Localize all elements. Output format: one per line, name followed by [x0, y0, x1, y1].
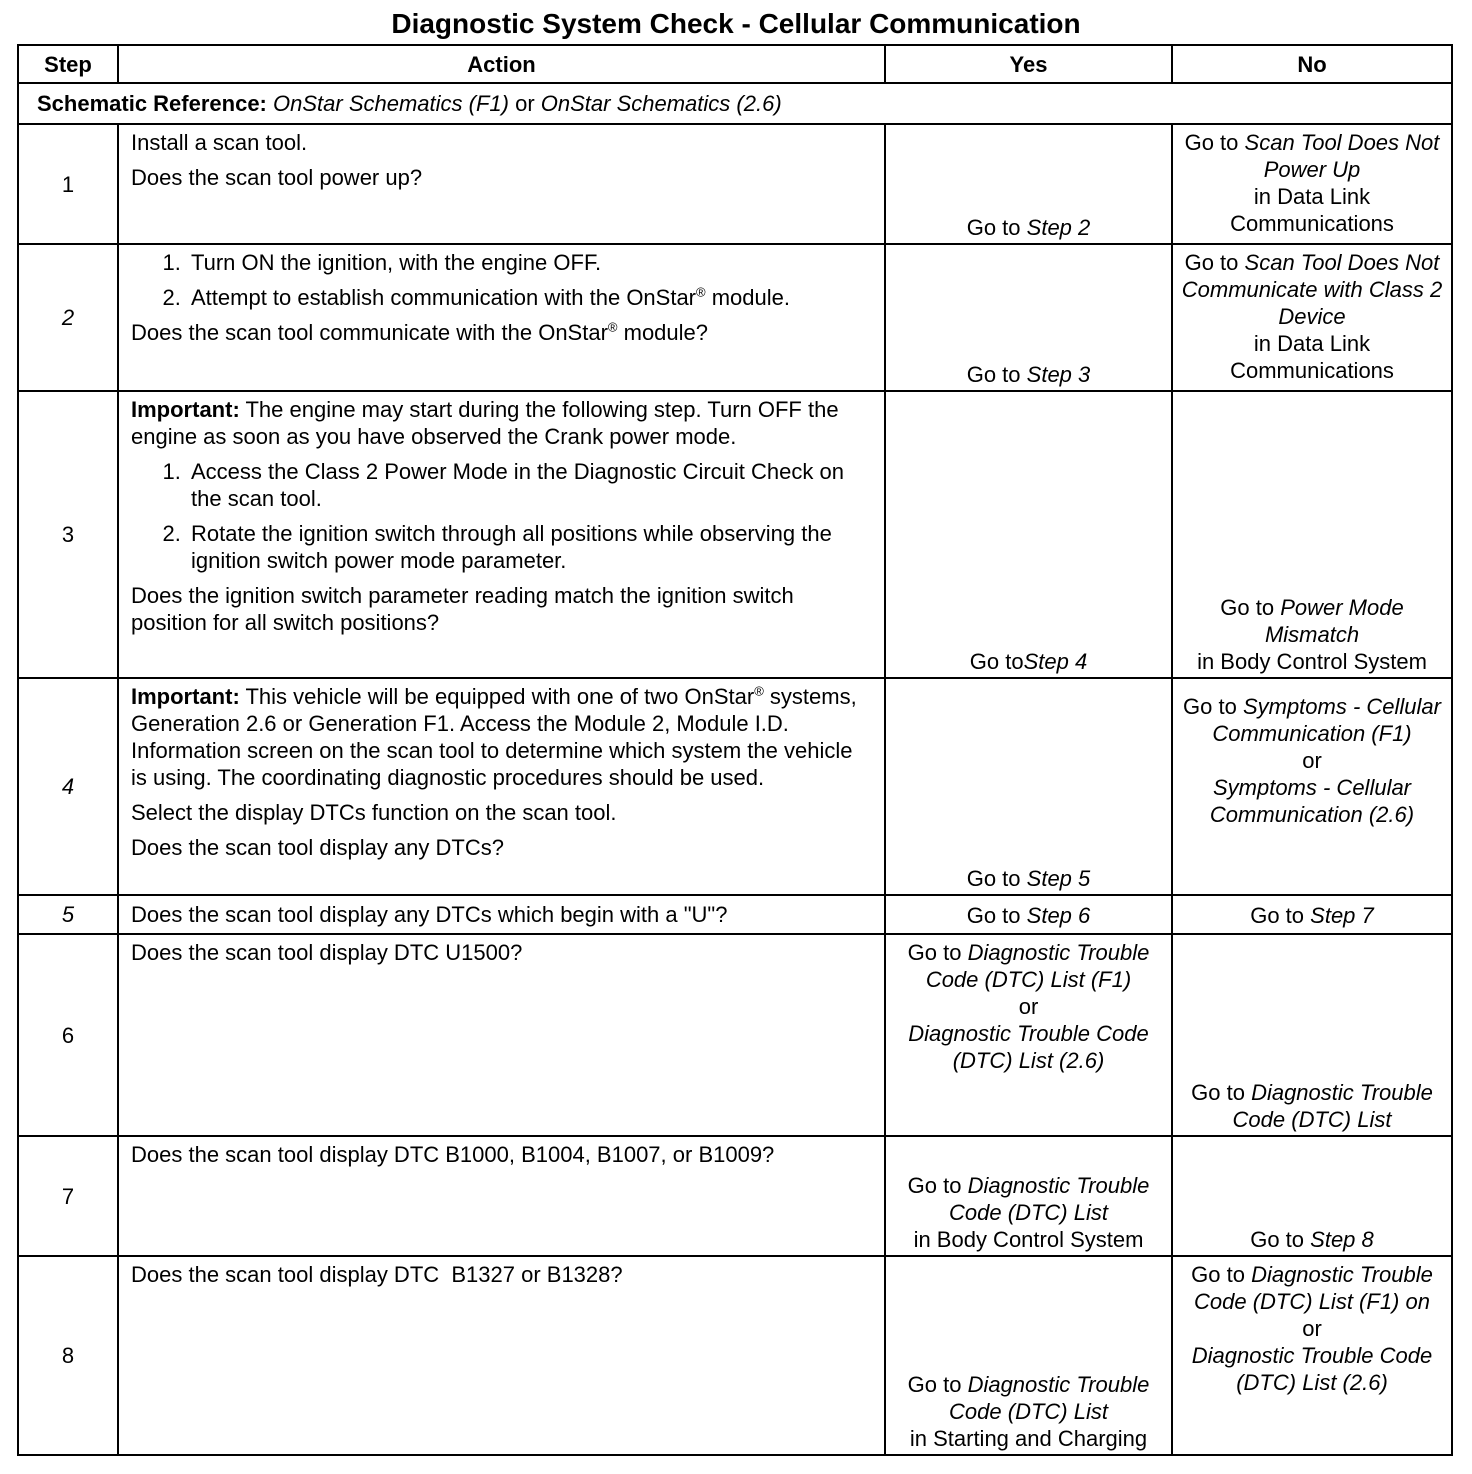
- registered-mark: ®: [696, 284, 706, 300]
- action-question: Does the scan tool display DTC B1000, B1004, B1007, or B1009?: [131, 1142, 775, 1167]
- schematic-reference-row: [18, 83, 1452, 124]
- no-link-26[interactable]: Diagnostic Trouble Code (DTC) List (2.6): [1191, 1343, 1433, 1395]
- header-row: [18, 45, 1452, 83]
- no-link-f1[interactable]: Diagnostic Trouble Code (DTC) List (F1) on: [1194, 1262, 1433, 1314]
- no-link[interactable]: Scan Tool Does Not Communicate with Class 2 Device: [1181, 250, 1443, 329]
- yes-prefix: Go to: [907, 1372, 962, 1397]
- step-number: 3: [18, 391, 118, 678]
- yes-link-26[interactable]: Diagnostic Trouble Code (DTC) List (2.6): [908, 1021, 1149, 1073]
- table-row: [18, 1256, 1452, 1455]
- header-action: Action: [118, 45, 885, 83]
- action-question: Does the scan tool display any DTCs?: [131, 835, 504, 860]
- step-number: 4: [18, 678, 118, 895]
- page-title: Diagnostic System Check - Cellular Communication: [391, 8, 1081, 39]
- no-prefix: Go to: [1191, 1080, 1245, 1105]
- q-text-end: module?: [623, 320, 709, 345]
- no-cell: [1172, 244, 1452, 391]
- header-step: Step: [18, 45, 118, 83]
- yes-prefix: Go to: [966, 866, 1021, 891]
- step-number: 2: [18, 244, 118, 391]
- yes-link[interactable]: Step 5: [1026, 866, 1091, 891]
- schematic-or: or: [515, 91, 535, 116]
- yes-or: or: [1018, 994, 1039, 1019]
- no-suffix: in Data Link Communications: [1230, 184, 1394, 236]
- no-suffix: in Body Control System: [1197, 649, 1427, 674]
- yes-cell: [885, 934, 1172, 1136]
- diagnostic-table: [17, 44, 1453, 1456]
- yes-link[interactable]: Step 3: [1026, 362, 1091, 387]
- no-link-f1[interactable]: Symptoms - Cellular Communication (F1): [1212, 694, 1441, 746]
- no-cell: [1172, 1136, 1452, 1256]
- no-cell: [1172, 895, 1452, 934]
- step-number: 8: [18, 1256, 118, 1455]
- no-prefix: Go to: [1191, 1262, 1245, 1287]
- no-prefix: Go to: [1183, 694, 1237, 719]
- important-text-end: systems, Generation 2.6 or Generation F1. Access the Module 2, Module I.D. Information screen on the scan tool to determine which system the vehicle is using. The coordinating diagnostic procedures should be used.: [131, 684, 857, 790]
- action-question: Does the scan tool display DTC U1500?: [131, 940, 523, 965]
- registered-mark: ®: [607, 319, 618, 335]
- yes-cell: [885, 678, 1172, 895]
- yes-link[interactable]: Diagnostic Trouble Code (DTC) List: [949, 1372, 1150, 1424]
- table-row: [18, 1136, 1452, 1256]
- table-row: [18, 678, 1452, 895]
- important-label: Important:: [131, 397, 240, 422]
- yes-suffix: in Body Control System: [913, 1227, 1144, 1252]
- yes-link-f1[interactable]: Diagnostic Trouble Code (DTC) List (F1): [925, 940, 1150, 992]
- important-note: [131, 683, 874, 791]
- no-link[interactable]: Diagnostic Trouble Code (DTC) List: [1232, 1080, 1433, 1132]
- action-question: Does the scan tool display DTC B1327 or B1328?: [131, 1262, 623, 1287]
- yes-suffix: in Starting and Charging: [909, 1426, 1148, 1451]
- no-prefix: Go to: [1220, 595, 1275, 620]
- no-link[interactable]: Step 8: [1310, 1227, 1374, 1252]
- action-cell: [118, 1256, 885, 1455]
- no-prefix: Go to: [1184, 130, 1239, 155]
- q-text: Does the scan tool communicate with the OnStar: [131, 320, 608, 345]
- no-cell: [1172, 678, 1452, 895]
- schematic-link-26[interactable]: OnStar Schematics (2.6): [540, 91, 782, 116]
- action-question: Does the scan tool display any DTCs which begin with a "U"?: [131, 902, 728, 927]
- action-list: [131, 249, 874, 311]
- yes-link[interactable]: Diagnostic Trouble Code (DTC) List: [949, 1173, 1150, 1225]
- yes-prefix: Go to: [966, 215, 1021, 240]
- yes-cell: [885, 391, 1172, 678]
- step-number: 6: [18, 934, 118, 1136]
- important-label: Important:: [131, 684, 240, 709]
- no-cell: [1172, 934, 1452, 1136]
- step-number: 5: [18, 895, 118, 934]
- yes-prefix: Go to: [907, 940, 962, 965]
- table-row: [18, 391, 1452, 678]
- important-text: This vehicle will be equipped with one of two OnStar: [245, 684, 755, 709]
- action-cell: [118, 244, 885, 391]
- yes-prefix: Go to: [966, 362, 1021, 387]
- no-cell: [1172, 391, 1452, 678]
- schematic-reference-label: Schematic Reference:: [37, 91, 267, 116]
- schematic-link-f1[interactable]: OnStar Schematics (F1): [273, 91, 509, 116]
- schematic-reference: [18, 83, 1452, 124]
- action-list: [131, 458, 874, 574]
- yes-prefix: Go to: [907, 1173, 962, 1198]
- action-question: Does the scan tool power up?: [131, 165, 423, 190]
- table-row: [18, 244, 1452, 391]
- action-cell: [118, 391, 885, 678]
- no-or: or: [1302, 748, 1322, 773]
- table-row: [18, 124, 1452, 244]
- no-or: or: [1302, 1316, 1322, 1341]
- action-cell: [118, 124, 885, 244]
- yes-link[interactable]: Step 6: [1026, 903, 1091, 928]
- step-number: 7: [18, 1136, 118, 1256]
- action-cell: [118, 895, 885, 934]
- action-text: Select the display DTCs function on the scan tool.: [131, 800, 617, 825]
- important-text: The engine may start during the following step. Turn OFF the engine as soon as you have observed the Crank power mode.: [131, 397, 839, 449]
- action-question: Does the ignition switch parameter reading match the ignition switch position for all switch positions?: [131, 583, 794, 635]
- no-prefix: Go to: [1250, 1227, 1305, 1252]
- action-cell: [118, 934, 885, 1136]
- yes-cell: [885, 244, 1172, 391]
- action-cell: [118, 678, 885, 895]
- li-text: Attempt to establish communication with the OnStar: [191, 285, 697, 310]
- action-list-item: 1. Turn ON the ignition, with the engine OFF.: [187, 249, 874, 276]
- no-link[interactable]: Step 7: [1310, 903, 1374, 928]
- table-row: [18, 934, 1452, 1136]
- action-question: [131, 319, 874, 346]
- important-note: [131, 396, 874, 450]
- yes-link[interactable]: Step 2: [1026, 215, 1091, 240]
- no-suffix: in Data Link Communications: [1230, 331, 1394, 383]
- header-no: No: [1172, 45, 1452, 83]
- no-prefix: Go to: [1250, 903, 1305, 928]
- action-list-item: [187, 284, 874, 311]
- step-number: 1: [18, 124, 118, 244]
- yes-cell: [885, 1256, 1172, 1455]
- li-text-end: module.: [711, 285, 791, 310]
- no-link-26[interactable]: Symptoms - Cellular Communication (2.6): [1209, 775, 1415, 827]
- action-text: Install a scan tool.: [131, 130, 308, 155]
- registered-mark: ®: [754, 683, 764, 699]
- yes-cell: [885, 895, 1172, 934]
- no-link[interactable]: Power Mode Mismatch: [1264, 595, 1404, 647]
- yes-cell: [885, 1136, 1172, 1256]
- yes-cell: [885, 124, 1172, 244]
- no-cell: [1172, 1256, 1452, 1455]
- yes-prefix: Go to: [969, 649, 1024, 674]
- action-list-item: 2. Rotate the ignition switch through all positions while observing the ignition switch power mode parameter.: [187, 520, 874, 574]
- action-cell: [118, 1136, 885, 1256]
- no-prefix: Go to: [1184, 250, 1239, 275]
- yes-prefix: Go to: [966, 903, 1021, 928]
- yes-link[interactable]: Step 4: [1023, 649, 1088, 674]
- header-yes: Yes: [885, 45, 1172, 83]
- table-row: [18, 895, 1452, 934]
- action-list-item: 1. Access the Class 2 Power Mode in the Diagnostic Circuit Check on the scan tool.: [187, 458, 874, 512]
- no-link[interactable]: Scan Tool Does Not Power Up: [1244, 130, 1440, 182]
- no-cell: [1172, 124, 1452, 244]
